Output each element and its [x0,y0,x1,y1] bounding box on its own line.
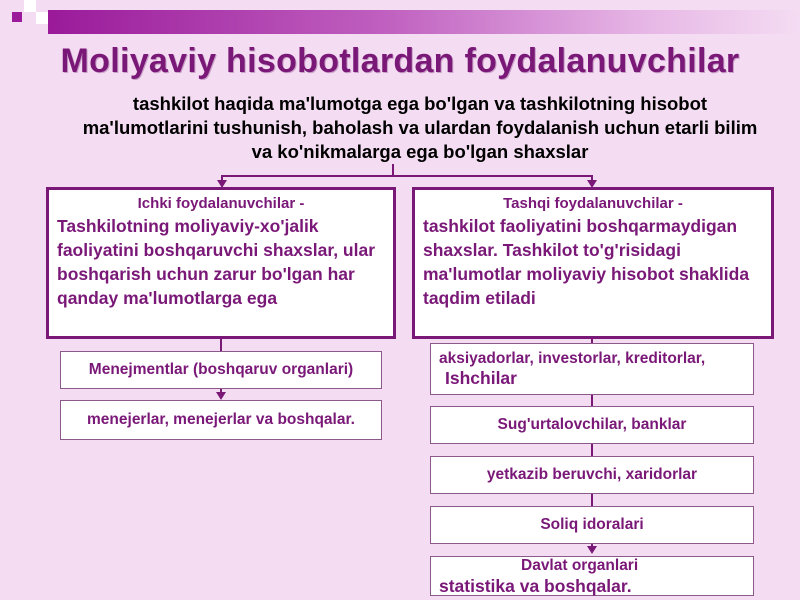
external-item-label: aksiyadorlar, investorlar, kreditorlar, [439,349,706,367]
external-item-box [430,556,754,596]
external-item-label: Ishchilar [445,367,517,388]
internal-users-description: Tashkilotning moliyaviy-xo'jalik faoliyatini boshqaruvchi shaxslar, ular boshqarish uchun zarur bo'lgan har qanday ma'lumotlarga ega [57,216,376,308]
external-users-heading: Tashqi foydalanuvchilar - [503,195,683,212]
external-item-box [430,406,754,444]
internal-users-box [46,187,396,339]
internal-item-label: menejerlar, menejerlar va boshqalar. [87,411,355,428]
page-title: Moliyaviy hisobotlardan foydalanuvchilar [60,42,740,80]
definition-text: tashkilot haqida ma'lumotga ega bo'lgan va tashkilotning hisobot ma'lumotlarini tushunish, baholash va ulardan foydalanish uchun etarli bilim va ko'nikmalarga ega bo'lgan shaxslar [82,93,758,162]
external-users-box [412,187,774,339]
external-item-box [430,456,754,494]
decorative-square [24,0,36,12]
external-item-label: Davlat organlari [521,557,639,574]
external-item-label: Sug'urtalovchilar, banklar [497,416,687,433]
external-item-label: statistika va boshqalar. [439,576,632,596]
external-item-box [430,506,754,544]
internal-item-label: Menejmentlar (boshqaruv organlari) [88,361,354,378]
external-item-label: Soliq idoralari [540,516,644,533]
connector-line [221,175,593,177]
connector-line [220,339,222,351]
internal-item-box [60,351,382,389]
external-item-label: yetkazib beruvchi, xaridorlar [486,466,698,483]
arrow-down-icon [216,392,226,400]
external-item-box [430,343,754,395]
internal-users-heading: Ichki foydalanuvchilar - [137,195,305,212]
decorative-square [36,12,48,24]
header-gradient-bar [48,10,800,34]
decorative-square [48,12,58,22]
external-users-description: tashkilot faoliyatini boshqarmaydigan shaxslar. Tashkilot to'g'risidagi ma'lumotlar moliyaviy hisobot shaklida taqdim etiladi [423,216,750,308]
decorative-square [12,12,22,22]
arrow-down-icon [587,546,597,554]
internal-item-box [60,400,382,440]
